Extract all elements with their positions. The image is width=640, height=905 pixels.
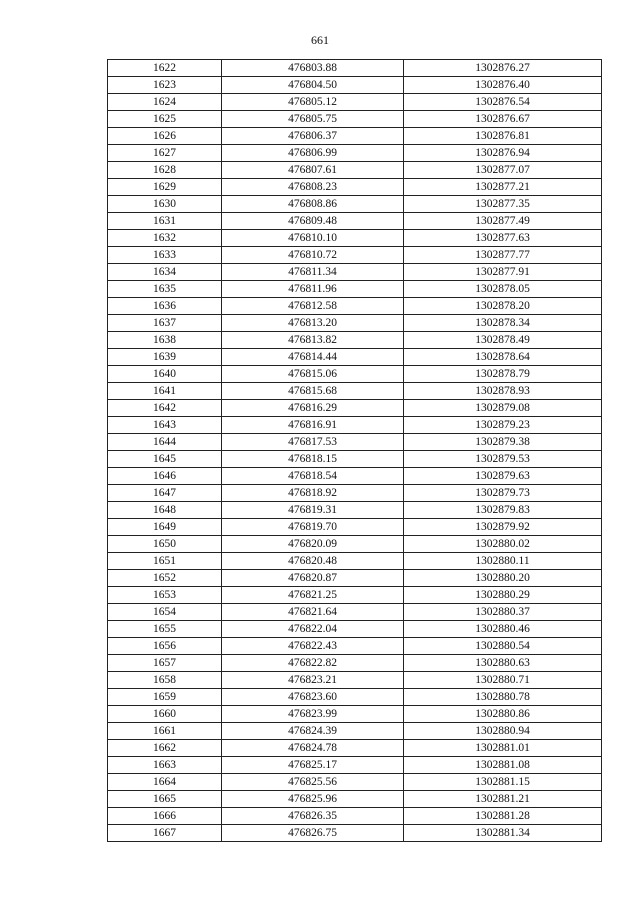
y-coordinate-cell: 1302877.91 xyxy=(404,264,602,281)
table-row xyxy=(108,434,602,451)
x-coordinate-cell: 476817.53 xyxy=(222,434,404,451)
x-coordinate-cell: 476823.99 xyxy=(222,706,404,723)
page-number: 661 xyxy=(311,33,329,47)
y-coordinate-cell: 1302879.92 xyxy=(404,519,602,536)
x-coordinate-cell: 476820.09 xyxy=(222,536,404,553)
point-number-cell: 1632 xyxy=(108,230,222,247)
table-row xyxy=(108,570,602,587)
y-coordinate-cell: 1302880.29 xyxy=(404,587,602,604)
x-coordinate-cell: 476808.23 xyxy=(222,179,404,196)
x-coordinate-cell: 476818.54 xyxy=(222,468,404,485)
table-row xyxy=(108,757,602,774)
y-coordinate-cell: 1302881.15 xyxy=(404,774,602,791)
x-coordinate-cell: 476824.39 xyxy=(222,723,404,740)
y-coordinate-cell: 1302880.20 xyxy=(404,570,602,587)
table-row xyxy=(108,298,602,315)
table-row xyxy=(108,723,602,740)
x-coordinate-cell: 476816.29 xyxy=(222,400,404,417)
point-number-cell: 1624 xyxy=(108,94,222,111)
x-coordinate-cell: 476805.12 xyxy=(222,94,404,111)
x-coordinate-cell: 476815.06 xyxy=(222,366,404,383)
y-coordinate-cell: 1302880.11 xyxy=(404,553,602,570)
point-number-cell: 1649 xyxy=(108,519,222,536)
x-coordinate-cell: 476826.75 xyxy=(222,825,404,842)
point-number-cell: 1626 xyxy=(108,128,222,145)
table-row xyxy=(108,230,602,247)
x-coordinate-cell: 476822.43 xyxy=(222,638,404,655)
y-coordinate-cell: 1302880.71 xyxy=(404,672,602,689)
y-coordinate-cell: 1302879.73 xyxy=(404,485,602,502)
table-row xyxy=(108,332,602,349)
y-coordinate-cell: 1302879.83 xyxy=(404,502,602,519)
y-coordinate-cell: 1302876.81 xyxy=(404,128,602,145)
table-row xyxy=(108,553,602,570)
y-coordinate-cell: 1302881.21 xyxy=(404,791,602,808)
table-row xyxy=(108,128,602,145)
x-coordinate-cell: 476811.34 xyxy=(222,264,404,281)
x-coordinate-cell: 476826.35 xyxy=(222,808,404,825)
x-coordinate-cell: 476816.91 xyxy=(222,417,404,434)
x-coordinate-cell: 476803.88 xyxy=(222,60,404,77)
point-number-cell: 1653 xyxy=(108,587,222,604)
y-coordinate-cell: 1302878.93 xyxy=(404,383,602,400)
table-row xyxy=(108,587,602,604)
table-row xyxy=(108,60,602,77)
table-row xyxy=(108,145,602,162)
x-coordinate-cell: 476818.92 xyxy=(222,485,404,502)
point-number-cell: 1660 xyxy=(108,706,222,723)
y-coordinate-cell: 1302877.49 xyxy=(404,213,602,230)
y-coordinate-cell: 1302878.05 xyxy=(404,281,602,298)
point-number-cell: 1646 xyxy=(108,468,222,485)
point-number-cell: 1640 xyxy=(108,366,222,383)
point-number-cell: 1654 xyxy=(108,604,222,621)
point-number-cell: 1659 xyxy=(108,689,222,706)
point-number-cell: 1648 xyxy=(108,502,222,519)
table-row xyxy=(108,383,602,400)
x-coordinate-cell: 476807.61 xyxy=(222,162,404,179)
point-number-cell: 1647 xyxy=(108,485,222,502)
x-coordinate-cell: 476808.86 xyxy=(222,196,404,213)
y-coordinate-cell: 1302880.54 xyxy=(404,638,602,655)
point-number-cell: 1663 xyxy=(108,757,222,774)
point-number-cell: 1661 xyxy=(108,723,222,740)
table-row xyxy=(108,604,602,621)
x-coordinate-cell: 476821.64 xyxy=(222,604,404,621)
point-number-cell: 1656 xyxy=(108,638,222,655)
x-coordinate-cell: 476820.48 xyxy=(222,553,404,570)
x-coordinate-cell: 476825.96 xyxy=(222,791,404,808)
point-number-cell: 1652 xyxy=(108,570,222,587)
x-coordinate-cell: 476810.10 xyxy=(222,230,404,247)
table-row xyxy=(108,638,602,655)
point-number-cell: 1637 xyxy=(108,315,222,332)
point-number-cell: 1657 xyxy=(108,655,222,672)
point-number-cell: 1643 xyxy=(108,417,222,434)
point-number-cell: 1655 xyxy=(108,621,222,638)
point-number-cell: 1658 xyxy=(108,672,222,689)
point-number-cell: 1639 xyxy=(108,349,222,366)
point-number-cell: 1642 xyxy=(108,400,222,417)
point-number-cell: 1633 xyxy=(108,247,222,264)
x-coordinate-cell: 476819.70 xyxy=(222,519,404,536)
x-coordinate-cell: 476806.99 xyxy=(222,145,404,162)
table-row xyxy=(108,468,602,485)
point-number-cell: 1644 xyxy=(108,434,222,451)
x-coordinate-cell: 476813.20 xyxy=(222,315,404,332)
point-number-cell: 1664 xyxy=(108,774,222,791)
x-coordinate-cell: 476818.15 xyxy=(222,451,404,468)
table-body xyxy=(108,60,602,842)
y-coordinate-cell: 1302879.53 xyxy=(404,451,602,468)
x-coordinate-cell: 476813.82 xyxy=(222,332,404,349)
y-coordinate-cell: 1302880.46 xyxy=(404,621,602,638)
table-row xyxy=(108,111,602,128)
y-coordinate-cell: 1302880.02 xyxy=(404,536,602,553)
y-coordinate-cell: 1302876.40 xyxy=(404,77,602,94)
table-row xyxy=(108,825,602,842)
x-coordinate-cell: 476823.60 xyxy=(222,689,404,706)
y-coordinate-cell: 1302876.54 xyxy=(404,94,602,111)
table-row xyxy=(108,196,602,213)
point-number-cell: 1666 xyxy=(108,808,222,825)
point-number-cell: 1667 xyxy=(108,825,222,842)
y-coordinate-cell: 1302879.08 xyxy=(404,400,602,417)
y-coordinate-cell: 1302880.78 xyxy=(404,689,602,706)
y-coordinate-cell: 1302880.37 xyxy=(404,604,602,621)
y-coordinate-cell: 1302877.63 xyxy=(404,230,602,247)
x-coordinate-cell: 476824.78 xyxy=(222,740,404,757)
table-row xyxy=(108,264,602,281)
point-number-cell: 1629 xyxy=(108,179,222,196)
point-number-cell: 1665 xyxy=(108,791,222,808)
table-row xyxy=(108,281,602,298)
table-row xyxy=(108,417,602,434)
y-coordinate-cell: 1302877.35 xyxy=(404,196,602,213)
x-coordinate-cell: 476823.21 xyxy=(222,672,404,689)
y-coordinate-cell: 1302880.94 xyxy=(404,723,602,740)
table-row xyxy=(108,655,602,672)
table-row xyxy=(108,502,602,519)
point-number-cell: 1645 xyxy=(108,451,222,468)
x-coordinate-cell: 476810.72 xyxy=(222,247,404,264)
table-row xyxy=(108,485,602,502)
y-coordinate-cell: 1302879.38 xyxy=(404,434,602,451)
table-row xyxy=(108,162,602,179)
y-coordinate-cell: 1302878.79 xyxy=(404,366,602,383)
point-number-cell: 1650 xyxy=(108,536,222,553)
point-number-cell: 1662 xyxy=(108,740,222,757)
point-number-cell: 1625 xyxy=(108,111,222,128)
point-number-cell: 1638 xyxy=(108,332,222,349)
table-row xyxy=(108,77,602,94)
table-row xyxy=(108,94,602,111)
x-coordinate-cell: 476822.82 xyxy=(222,655,404,672)
y-coordinate-cell: 1302877.21 xyxy=(404,179,602,196)
x-coordinate-cell: 476809.48 xyxy=(222,213,404,230)
table-row xyxy=(108,621,602,638)
y-coordinate-cell: 1302881.08 xyxy=(404,757,602,774)
y-coordinate-cell: 1302877.07 xyxy=(404,162,602,179)
y-coordinate-cell: 1302878.49 xyxy=(404,332,602,349)
point-number-cell: 1634 xyxy=(108,264,222,281)
point-number-cell: 1636 xyxy=(108,298,222,315)
table-row xyxy=(108,400,602,417)
table-row xyxy=(108,672,602,689)
x-coordinate-cell: 476821.25 xyxy=(222,587,404,604)
table-row xyxy=(108,808,602,825)
y-coordinate-cell: 1302879.23 xyxy=(404,417,602,434)
table-row xyxy=(108,519,602,536)
table-row xyxy=(108,349,602,366)
table-row xyxy=(108,706,602,723)
x-coordinate-cell: 476814.44 xyxy=(222,349,404,366)
x-coordinate-cell: 476806.37 xyxy=(222,128,404,145)
x-coordinate-cell: 476825.17 xyxy=(222,757,404,774)
y-coordinate-cell: 1302881.34 xyxy=(404,825,602,842)
y-coordinate-cell: 1302877.77 xyxy=(404,247,602,264)
table-row xyxy=(108,791,602,808)
y-coordinate-cell: 1302879.63 xyxy=(404,468,602,485)
point-number-cell: 1631 xyxy=(108,213,222,230)
point-number-cell: 1635 xyxy=(108,281,222,298)
table-row xyxy=(108,740,602,757)
y-coordinate-cell: 1302880.86 xyxy=(404,706,602,723)
x-coordinate-cell: 476811.96 xyxy=(222,281,404,298)
point-number-cell: 1627 xyxy=(108,145,222,162)
y-coordinate-cell: 1302878.64 xyxy=(404,349,602,366)
y-coordinate-cell: 1302876.67 xyxy=(404,111,602,128)
y-coordinate-cell: 1302881.28 xyxy=(404,808,602,825)
point-number-cell: 1651 xyxy=(108,553,222,570)
x-coordinate-cell: 476825.56 xyxy=(222,774,404,791)
point-number-cell: 1641 xyxy=(108,383,222,400)
table-row xyxy=(108,689,602,706)
table-row xyxy=(108,451,602,468)
point-number-cell: 1630 xyxy=(108,196,222,213)
coordinates-table xyxy=(107,59,602,842)
table-row xyxy=(108,179,602,196)
point-number-cell: 1628 xyxy=(108,162,222,179)
table-row xyxy=(108,247,602,264)
x-coordinate-cell: 476822.04 xyxy=(222,621,404,638)
x-coordinate-cell: 476820.87 xyxy=(222,570,404,587)
y-coordinate-cell: 1302881.01 xyxy=(404,740,602,757)
table-row xyxy=(108,536,602,553)
table-row xyxy=(108,213,602,230)
y-coordinate-cell: 1302876.94 xyxy=(404,145,602,162)
x-coordinate-cell: 476804.50 xyxy=(222,77,404,94)
y-coordinate-cell: 1302880.63 xyxy=(404,655,602,672)
x-coordinate-cell: 476805.75 xyxy=(222,111,404,128)
x-coordinate-cell: 476812.58 xyxy=(222,298,404,315)
x-coordinate-cell: 476815.68 xyxy=(222,383,404,400)
point-number-cell: 1622 xyxy=(108,60,222,77)
table-row xyxy=(108,366,602,383)
point-number-cell: 1623 xyxy=(108,77,222,94)
x-coordinate-cell: 476819.31 xyxy=(222,502,404,519)
y-coordinate-cell: 1302876.27 xyxy=(404,60,602,77)
table-row xyxy=(108,774,602,791)
y-coordinate-cell: 1302878.20 xyxy=(404,298,602,315)
table-row xyxy=(108,315,602,332)
y-coordinate-cell: 1302878.34 xyxy=(404,315,602,332)
